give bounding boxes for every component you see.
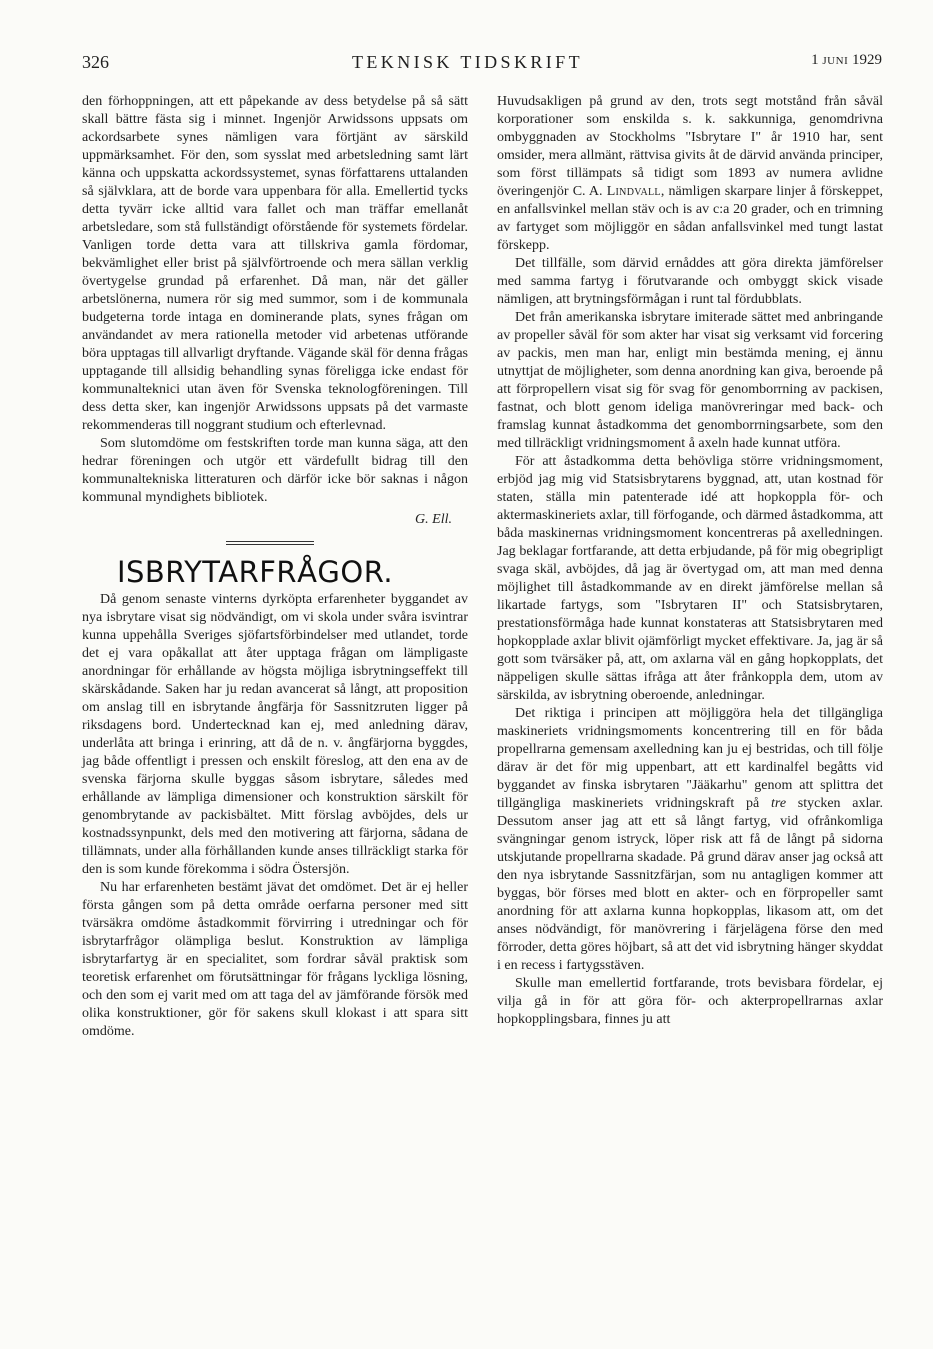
page-header [82,52,882,78]
paragraph-text: Huvudsakligen på grund av den, trots segt motstånd från såväl korporationer som enskilda s. k. sakkunniga, genomdrivna ombyggnaden av Stockholms "Isbrytare I" år 1910 har, sent omsider, mera allmänt, rättvisa givits åt de därvid använda principer, som först tillämpats så tidigt som 1893 av numera avlidne överingenjör C. A. [497,94,883,199]
issue-month: JUNI [822,55,849,67]
article-paragraph [497,705,883,975]
review-signature: G. Ell. [415,512,452,527]
section-divider [226,541,314,545]
left-column [82,93,468,1041]
journal-title: TEKNISK TIDSKRIFT [352,52,583,72]
article-paragraph: Nu har erfarenheten bestämt jävat det omdömet. Det är ej heller första gången som på detta område oerfarna personer med sitt tvärsäkra omdöme åstadkommit förvirring i utredningar och för isbrytarfrågor olämpliga beslut. Konstruktion av lämpliga isbrytarfartyg är en specialitet, som fordrar såväl praktisk som teoretisk erfarenhet om förutsättningar för frågans lyckliga lösning, och den som ej varit med om att taga del av jämförande försök med olika konstruktioner, gör för sakens skull klokast i att spara sitt omdöme. [82,880,468,1039]
paragraph-text: , nämligen skarpare linjer å förskeppet, en anfallsvinkel mellan stäv och is av c:a 20 grader, och en trimning av fartyget som möjliggör en sådan anfallsvinkel med tungt lastat förskepp. [497,184,883,253]
article-paragraph: Då genom senaste vinterns dyrköpta erfarenheter byggandet av nya isbrytare visat sig nödvändigt, om vi skola under svåra isvintrar kunna uppehålla Sveriges sjöfartsförbindelser med utlandet, torde det ej vara opåkallat att åter upptaga frågan om lämpligaste anordningar för erhållande av högsta möjliga isbrytningseffekt till skärskådande. Saken har ju redan avancerat så långt, att proposition om anslag till en isbrytande ångfärja för Sassnitzruten ligger på riksdagens bord. Undertecknad kan ej, med anledning därav, underlåta att bringa i erinring, att då de n. v. ångfärjorna byggdes, jag både offentligt i pressen och enskilt föreslog, att den ena av de svenska färjorna skulle byggas såsom isbrytare, således med erhållande av lämpliga dimensioner och konstruktion särskilt för genombrytande av packisbältet. Mitt förslag avböjdes, dels ur kostnadssynpunkt, dels med den motivering att färjorna, sådana de tillämnats, under alla förhållanden kunde anses tillräckligt starka för den is som kunde förekomma i södra Östersjön. [82,592,468,877]
article-paragraph [497,93,883,255]
issue-day: 1 [811,52,819,68]
article-paragraph: Det tillfälle, som därvid ernåddes att göra direkta jämförelser med samma fartyg i förutvarande och ombyggt skick visade nämligen, att brytningsförmågan i runt tal fördubblats. [497,256,883,307]
right-column [497,93,883,1029]
review-paragraph: Som slutomdöme om festskriften torde man kunna säga, att den hedrar föreningen och utgör ett värdefullt bidrag till den kommunaltekniska litteraturen och därför icke bör saknas i någon kommunal myndighets bibliotek. [82,436,468,505]
article-paragraph: För att åstadkomma detta behövliga större vridningsmoment, erbjöd jag mig vid Statsisbrytarens byggnad, att, utan kostnad för staten, ställa min patenterade idé att hopkoppla för- och aktermaskineriets axlar, till förfogande, och därmed åstadkomma, att båda maskinernas vridningsmoment koncentreras på axelledningen. Jag beklagar fortfarande, att detta erbjudande, på för mig obegripligt svaga skäl, avböjdes, då jag är övertygad om, att man med denna möjlighet till åstadkommande av en direkt jämförelse mellan så likartade fartygs, som "Isbrytaren II" och Statsisbrytaren, prestationsförmåga hade kunnat konstateras att Statsisbrytaren med hopkopplade axlar blivit ojämförligt mycket effektivare. Ja, jag är så gott som tvärsäker på, att, om axlarna väl en gång hopkopplats, det näppeligen skulle sättas ifråga att åter frånkoppla dem, utom av särskilda, av isbrytning oberoende, anledningar. [497,454,883,703]
paragraph-text: stycken axlar. Dessutom anser jag att ett så långt fartyg, vid ofrånkomliga svängningar genom istryck, löper risk att få de långt på sidorna utskjutande propellrarna skadade. På grund därav anser jag också att den nya isbrytande Sassnitzfärjan, som nu antagligen kommer att byggas, bör förses med blott en akter- och en förpropeller samt anordning för att axlarna kunna hopkopplas, likasom att, om det anses nödvändigt, för manövrering i färjelägena förse den med förroder, detta göres höjbart, så att det vid isbrytning hänger skyddat i en recess i fartygsstäven. [497,796,883,973]
article-paragraph: Det från amerikanska isbrytare imiterade sättet med anbringande av propeller såväl för som akter har visat sig verksamt vid forcering av packis, men man har, enligt min bestämda mening, ej ännu utnyttjat de möjligheter, som denna anordning kan giva, beroende på att förpropellern visat sig för svag för genomborrning av packisen, fastnat, och blott genom ideliga manövreringar med back- och framslag kunnat åstadkomma det genomborrningsarbete, som den med tillräckligt vridningsmoment å axeln hade kunnat utföra. [497,310,883,451]
article-title: ISBRYTARFRÅGOR. [116,555,394,589]
paragraph-text: Det riktiga i principen att möjliggöra hela det tillgängliga maskineriets vridningsmoments koncentrering till en för båda propellrarna gemensam axelledning kan ju ej bestridas, och till följe därav är det för mig uppenbart, att ett kardinalfel begåtts vid byggandet av finska isbrytaren "Jääkarhu" genom att splittra det tillgängliga maskineriets vridningskraft på [497,706,883,811]
article-paragraph: Skulle man emellertid fortfarande, trots bevisbara fördelar, ej vilja gå in för att göra för- och akterpropellrarnas axlar hopkopplingsbara, finnes ju att [497,976,883,1027]
issue-date [811,52,882,69]
emphasis-text: tre [771,796,787,811]
issue-year: 1929 [852,52,882,68]
person-name: Lindvall [606,184,661,199]
page-number: 326 [82,52,109,72]
review-paragraph: den förhoppningen, att ett påpekande av dess betydelse på så sätt skall bättre fästa sig i minnet. Ingenjör Arwidssons uppsats om ackordsarbete synes nämligen vara förtjänt av särskild uppmärksamhet. För den, som sysslat med arbetsledning samt lärt känna och uppskatta ackordssystemet, synas författarens uttalanden så självklara, att de borde vara uppenbara för alla. Emellertid tycks detta tyvärr icke alltid vara fallet och man träffar emellanåt arbetsledare, som stå fullständigt oförstående för systemets fördelar. Vanligen torde detta vara att tillskriva gamla fördomar, bekvämlighet eller brist på självförtroende och mera sällan verklig övertygelse grundad på erfarenhet. Då man, när det gäller arbetslönerna, numera rör sig med summor, som i de kommunala budgeterna torde intaga en dominerande plats, synes frågan om användandet av mera rationella metoder vid arbetenas utförande böra upptagas till allvarligt dryftande. Vägande skäl för denna frågas upptagande till allsidig behandling synas föreligga icke endast för kommunaltekniсi utan även för Svenska teknologföreningen. Till dess detta sker, kan ingenjör Arwidssons uppsats på det varmaste rekommenderas till noggrant studium och efterlevnad. [82,94,468,433]
